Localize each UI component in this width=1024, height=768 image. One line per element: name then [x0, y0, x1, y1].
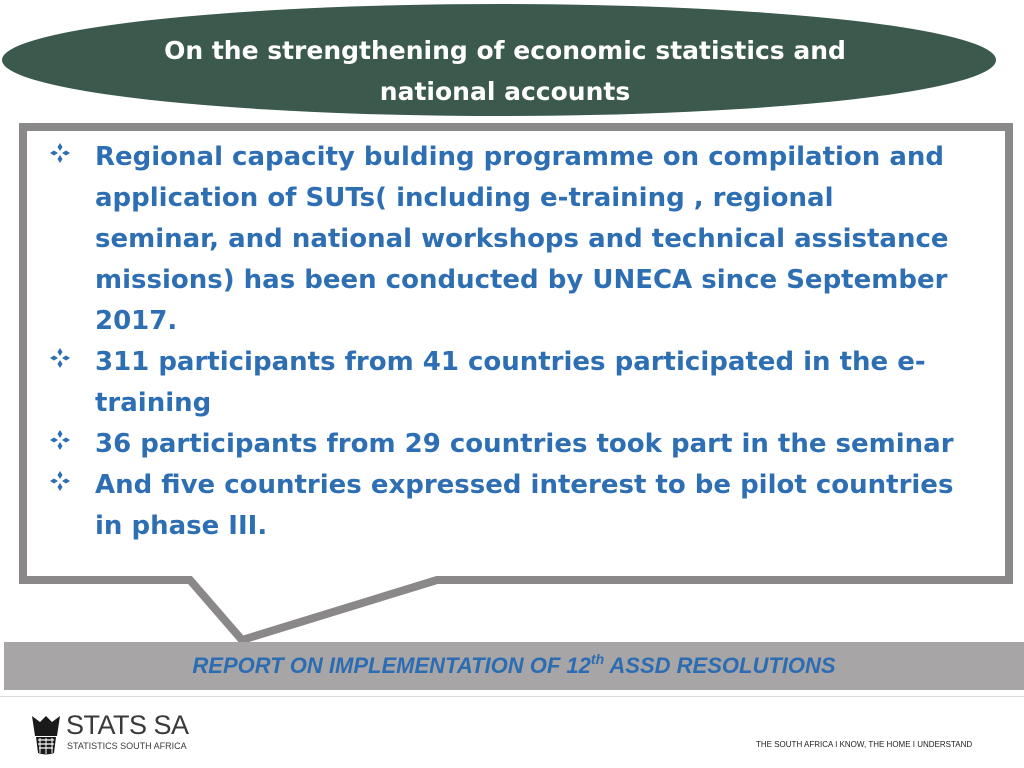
bullet-2-line-2: training [95, 388, 212, 418]
bullet-2-line-1: 311 participants from 41 countries participated in the e- [95, 347, 926, 377]
diamond-bullet-icon [48, 469, 72, 493]
bullet-4-line-1: And five countries expressed interest to be pilot countries [95, 470, 954, 500]
footer-banner-superscript: th [590, 651, 605, 667]
bullet-1-line-3: seminar, and national workshops and technical assistance [95, 224, 949, 254]
logo-name: STATS SA [66, 710, 189, 740]
bullet-item-3 [44, 424, 994, 465]
footer-divider [0, 696, 1024, 697]
bullet-item-2 [44, 342, 994, 424]
footer-banner-suffix: ASSD RESOLUTIONS [604, 653, 836, 678]
diamond-bullet-icon [48, 141, 72, 165]
basket-logo-icon [30, 712, 62, 756]
diamond-bullet-icon [48, 428, 72, 452]
footer-banner-text [4, 650, 1024, 682]
diamond-bullet-icon [48, 346, 72, 370]
footer-banner [4, 642, 1024, 690]
bullet-4-line-2: in phase III. [95, 511, 268, 541]
bullet-1-line-4: missions) has been conducted by UNECA since September [95, 265, 948, 295]
logo-subtitle: STATISTICS SOUTH AFRICA [67, 741, 187, 751]
bullet-1-line-5: 2017. [95, 306, 178, 336]
slide-title-line-2: national accounts [379, 77, 631, 106]
bullet-1-line-1: Regional capacity bulding programme on compilation and [95, 142, 944, 172]
stats-sa-logo [30, 708, 230, 758]
bullet-1-line-2: application of SUTs( including e-training , regional [95, 183, 834, 213]
footer-tagline: THE SOUTH AFRICA I KNOW, THE HOME I UNDERSTAND [756, 740, 973, 749]
bullet-3-line-1: 36 participants from 29 countries took part in the seminar [95, 429, 954, 459]
bullet-item-1 [44, 137, 994, 342]
slide-title-line-1: On the strengthening of economic statistics and [164, 36, 846, 65]
bullet-item-4 [44, 465, 994, 547]
bullet-list [44, 137, 994, 547]
footer-banner-prefix: REPORT ON IMPLEMENTATION OF 12 [192, 653, 591, 678]
